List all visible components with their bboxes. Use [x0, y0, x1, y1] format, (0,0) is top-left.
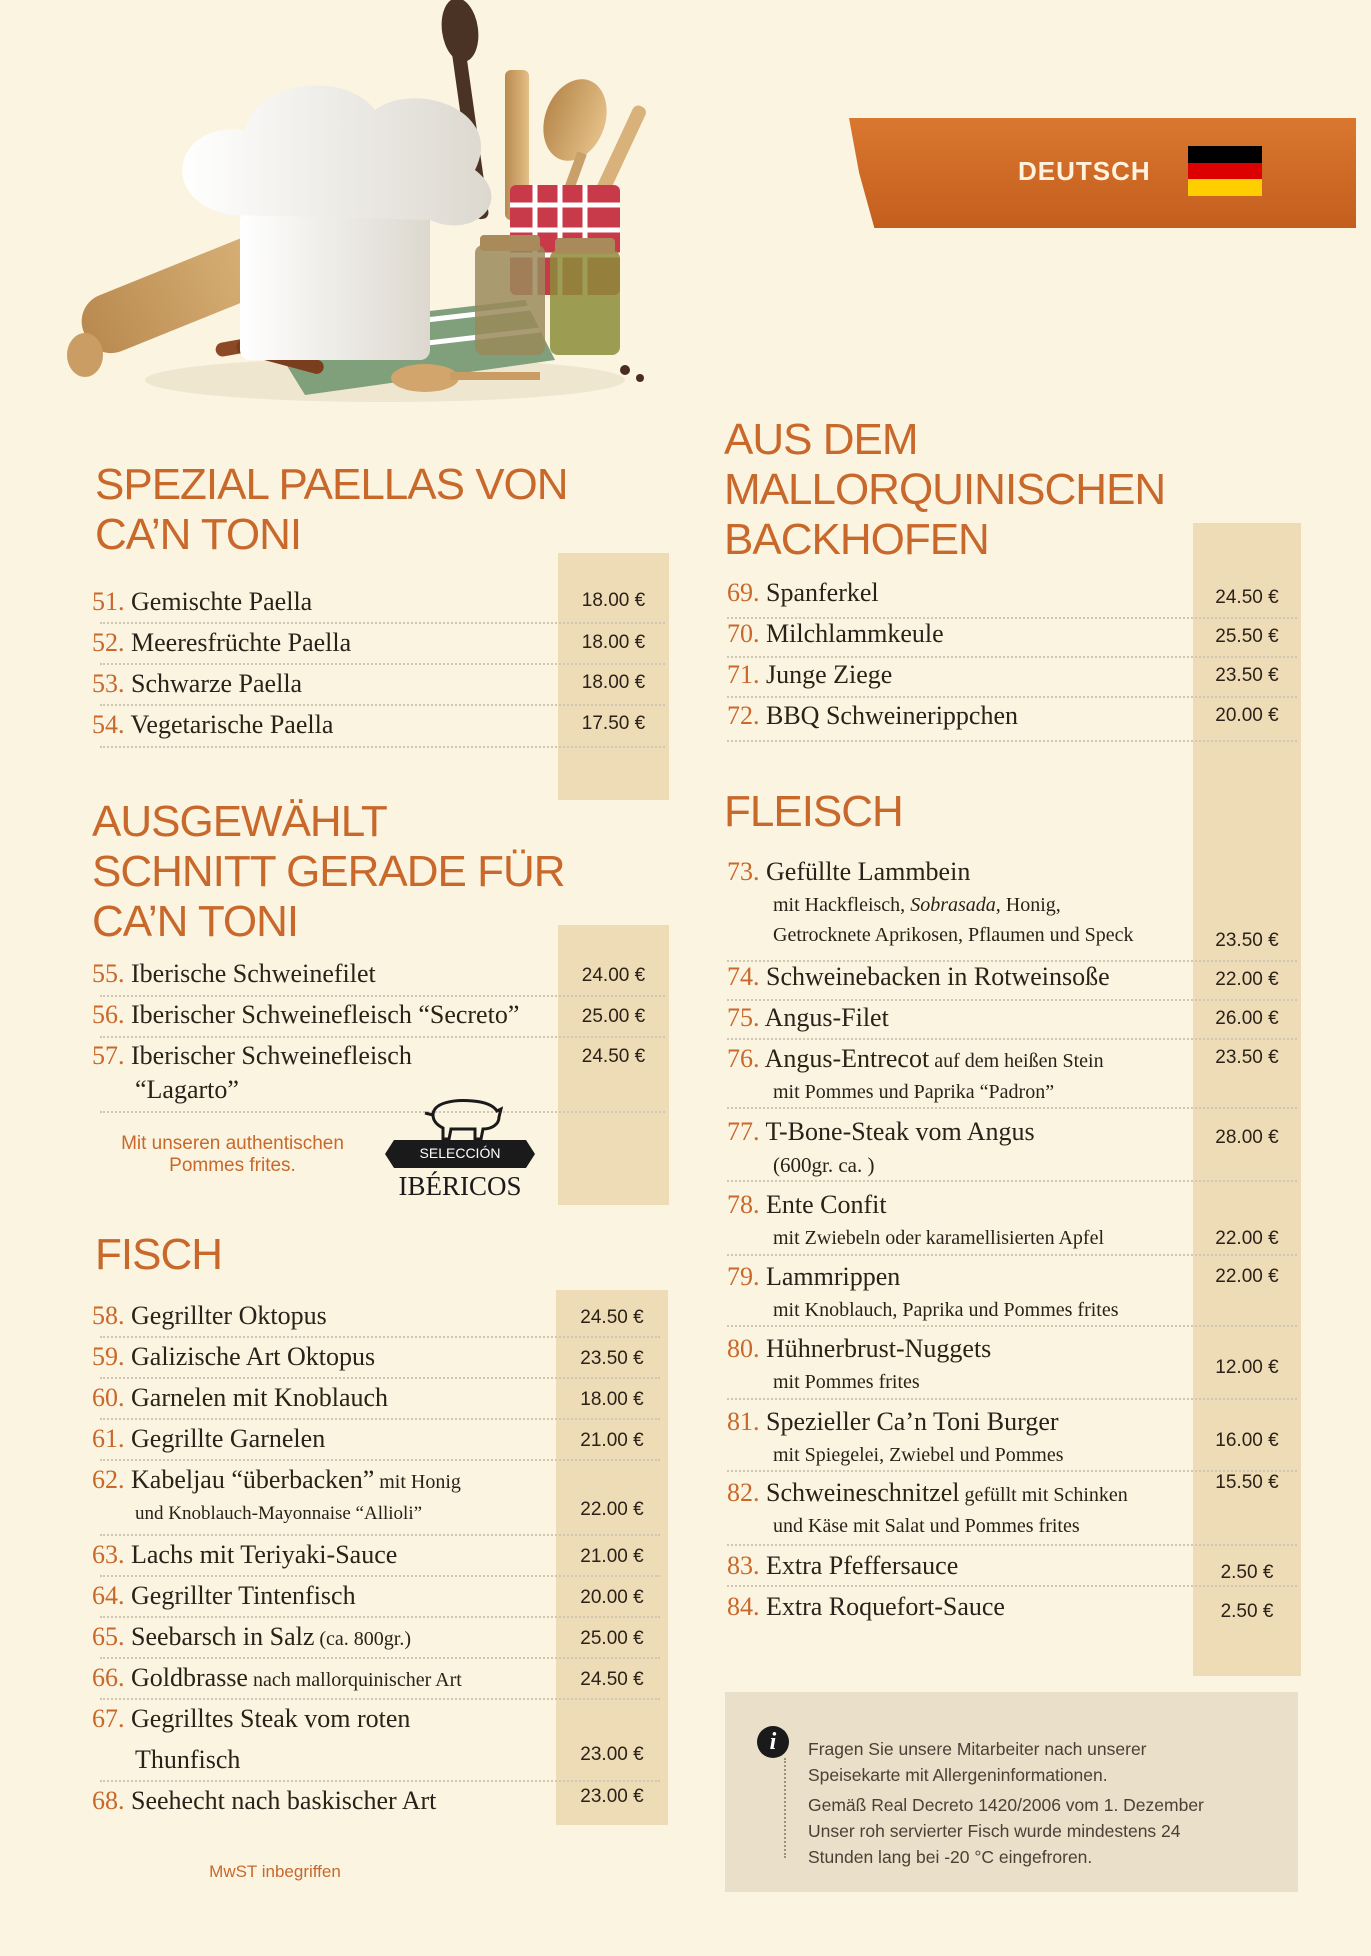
section-title-backofen: AUS DEM MALLORQUINISCHEN BACKHOFEN [724, 415, 1166, 564]
menu-item-63: 63. Lachs mit Teriyaki-Sauce [92, 1540, 398, 1569]
menu-item-84: 84. Extra Roquefort-Sauce [727, 1592, 1005, 1621]
row-separator [100, 1336, 660, 1338]
menu-item-61: 61. Gegrillte Garnelen [92, 1424, 326, 1453]
vat-note: MwST inbegriffen [209, 1862, 341, 1881]
menu-item-price: 25.00 € [580, 1628, 644, 1649]
menu-item-72: 72. BBQ Schweinerippchen [727, 701, 1019, 730]
row-separator [100, 1616, 660, 1618]
menu-item-81: 81. Spezieller Ca’n Toni Burger [727, 1407, 1059, 1436]
menu-item-53: 53. Schwarze Paella [92, 669, 303, 698]
row-separator [100, 1377, 660, 1379]
menu-item-description: und Käse mit Salat und Pommes frites [773, 1515, 1080, 1537]
menu-item-71: 71. Junge Ziege [727, 660, 893, 689]
row-separator [100, 622, 665, 624]
menu-item-description: (600gr. ca. ) [773, 1153, 875, 1177]
menu-item-description: mit Pommes frites [773, 1371, 920, 1393]
menu-item-price: 23.50 € [580, 1348, 644, 1369]
menu-item-price: 23.00 € [580, 1786, 644, 1807]
row-separator [727, 1038, 1297, 1040]
menu-item-79: 79. Lammrippen [727, 1262, 901, 1291]
menu-item-73: 73. Gefüllte Lammbein [727, 857, 971, 886]
menu-item-57: 57. Iberischer Schweinefleisch [92, 1041, 412, 1070]
menu-item-price: 23.50 € [1215, 665, 1279, 686]
menu-item-price: 17.50 € [581, 713, 646, 734]
row-separator [727, 1325, 1297, 1327]
row-separator [727, 656, 1297, 658]
menu-item-price: 23.00 € [580, 1744, 644, 1765]
menu-item-price: 24.50 € [580, 1307, 644, 1328]
menu-item-76: 76. Angus-Entrecot auf dem heißen Stein [727, 1044, 1104, 1073]
row-separator [727, 1398, 1297, 1400]
menu-item-56: 56. Iberischer Schweinefleisch “Secreto” [92, 1000, 520, 1029]
menu-item-price: 2.50 € [1220, 1562, 1274, 1583]
menu-item-price: 28.00 € [1215, 1127, 1279, 1148]
menu-item-price: 24.00 € [581, 965, 646, 986]
chef-hat-utensils-illustration [55, 0, 665, 410]
row-separator [100, 1459, 660, 1461]
menu-item-82: 82. Schweineschnitzel gefüllt mit Schinken [727, 1478, 1128, 1507]
menu-item-price: 18.00 € [581, 632, 646, 653]
menu-item-line2: und Knoblauch-Mayonnaise “Allioli” [135, 1503, 423, 1524]
menu-item-price: 22.00 € [1215, 1266, 1279, 1287]
section-title-fleisch: FLEISCH [724, 787, 903, 836]
menu-item-70: 70. Milchlammkeule [727, 619, 944, 648]
menu-item-price: 25.00 € [581, 1006, 646, 1027]
menu-item-price: 16.00 € [1215, 1430, 1279, 1451]
row-separator [727, 1107, 1297, 1109]
menu-item-59: 59. Galizische Art Oktopus [92, 1342, 376, 1371]
frozen-fish-info-text: Gemäß Real Decreto 1420/2006 vom 1. Dezember Unser roh servierter Fisch wurde mindestens 24 Stunden lang bei -20 °C eingefroren. [808, 1795, 1204, 1867]
iberico-logo-top: SELECCIÓN [419, 1145, 501, 1161]
row-separator [100, 704, 665, 706]
menu-item-64: 64. Gegrillter Tintenfisch [92, 1581, 356, 1610]
german-flag-icon [1188, 146, 1262, 196]
row-separator [100, 1036, 665, 1038]
menu-item-price: 22.00 € [1215, 1228, 1279, 1249]
row-separator [100, 746, 665, 748]
menu-item-price: 18.00 € [580, 1389, 644, 1410]
menu-item-62: 62. Kabeljau “überbacken” mit Honig [92, 1465, 461, 1494]
row-separator [100, 1657, 660, 1659]
info-icon: i [757, 1726, 789, 1758]
row-separator [100, 995, 665, 997]
menu-item-description: mit Knoblauch, Paprika und Pommes frites [773, 1299, 1119, 1321]
row-separator [100, 1418, 660, 1420]
menu-item-description: mit Spiegelei, Zwiebel und Pommes [773, 1444, 1064, 1466]
menu-item-line2: Thunfisch [135, 1745, 241, 1774]
fries-note: Mit unseren authentischen Pommes frites. [121, 1133, 344, 1176]
menu-item-80: 80. Hühnerbrust-Nuggets [727, 1334, 992, 1363]
menu-item-price: 24.50 € [580, 1669, 644, 1690]
row-separator [100, 1111, 665, 1113]
menu-item-price: 24.50 € [581, 1046, 646, 1067]
menu-item-price: 26.00 € [1215, 1008, 1279, 1029]
menu-item-68: 68. Seehecht nach baskischer Art [92, 1786, 437, 1815]
iberico-logo [385, 1095, 535, 1205]
menu-item-price: 23.50 € [1215, 930, 1279, 951]
menu-item-price: 2.50 € [1220, 1601, 1274, 1622]
section-title-paellas: SPEZIAL PAELLAS VON CA’N TONI [95, 460, 568, 559]
menu-item-54: 54. Vegetarische Paella [92, 710, 334, 739]
row-separator [100, 1780, 660, 1782]
menu-item-77: 77. T-Bone-Steak vom Angus [727, 1117, 1035, 1146]
menu-item-description: mit Zwiebeln oder karamellisierten Apfel [773, 1227, 1104, 1249]
menu-item-price: 21.00 € [580, 1546, 644, 1567]
section-title-schnitt: AUSGEWÄHLT SCHNITT GERADE FÜR CA’N TONI [92, 797, 565, 946]
menu-item-55: 55. Iberische Schweinefilet [92, 959, 376, 988]
row-separator [100, 1575, 660, 1577]
menu-item-price: 22.00 € [1215, 969, 1279, 990]
menu-item-67: 67. Gegrilltes Steak vom roten [92, 1704, 411, 1733]
row-separator [727, 1180, 1297, 1182]
menu-item-66: 66. Goldbrasse nach mallorquinischer Art [92, 1663, 462, 1692]
menu-item-75: 75. Angus-Filet [727, 1003, 889, 1032]
menu-item-price: 20.00 € [580, 1587, 644, 1608]
menu-item-description: Getrocknete Aprikosen, Pflaumen und Speck [773, 924, 1134, 946]
menu-item-price: 20.00 € [1215, 705, 1279, 726]
menu-item-line2: “Lagarto” [135, 1075, 239, 1104]
row-separator [727, 1254, 1297, 1256]
menu-item-description: mit Hackfleisch, Sobrasada, Honig, [773, 894, 1061, 916]
language-label: DEUTSCH [1018, 156, 1151, 186]
menu-item-74: 74. Schweinebacken in Rotweinsoße [727, 962, 1110, 991]
menu-item-price: 22.00 € [580, 1499, 644, 1520]
menu-item-price: 12.00 € [1215, 1357, 1279, 1378]
menu-item-price: 23.50 € [1215, 1047, 1279, 1068]
iberico-logo-bottom: IBÉRICOS [398, 1171, 522, 1201]
menu-item-price: 24.50 € [1215, 587, 1279, 608]
row-separator [727, 740, 1297, 742]
menu-item-78: 78. Ente Confit [727, 1190, 887, 1219]
menu-item-60: 60. Garnelen mit Knoblauch [92, 1383, 389, 1412]
menu-item-51: 51. Gemischte Paella [92, 587, 313, 616]
menu-item-69: 69. Spanferkel [727, 578, 879, 607]
menu-item-83: 83. Extra Pfeffersauce [727, 1551, 959, 1580]
menu-item-52: 52. Meeresfrüchte Paella [92, 628, 352, 657]
row-separator [727, 1585, 1297, 1587]
menu-item-price: 18.00 € [581, 590, 646, 611]
row-separator [727, 999, 1297, 1001]
menu-item-price: 18.00 € [581, 672, 646, 693]
menu-item-description: mit Pommes und Paprika “Padron” [773, 1081, 1055, 1103]
row-separator [727, 696, 1297, 698]
menu-item-58: 58. Gegrillter Oktopus [92, 1301, 327, 1330]
menu-item-65: 65. Seebarsch in Salz (ca. 800gr.) [92, 1622, 412, 1651]
row-separator [100, 663, 665, 665]
row-separator [727, 1544, 1297, 1546]
menu-item-price: 25.50 € [1215, 626, 1279, 647]
menu-item-price: 15.50 € [1215, 1472, 1279, 1493]
row-separator [100, 1698, 660, 1700]
section-title-fisch: FISCH [95, 1230, 222, 1279]
pig-icon [423, 1095, 503, 1141]
row-separator [100, 1534, 660, 1536]
allergen-info-text: Fragen Sie unsere Mitarbeiter nach unserer Speisekarte mit Allergeninformationen. [808, 1739, 1147, 1785]
menu-item-price: 21.00 € [580, 1430, 644, 1451]
